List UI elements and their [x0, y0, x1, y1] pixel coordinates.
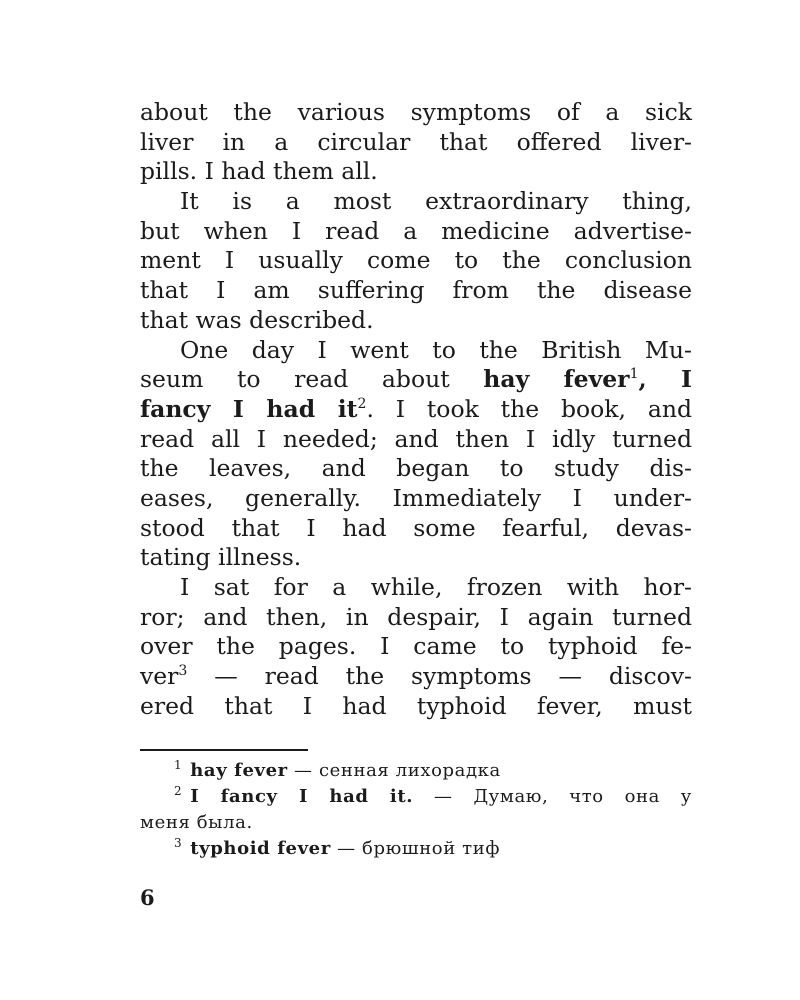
- text-run: — read the symptoms — discov-: [187, 662, 692, 691]
- footnote-2: [140, 784, 692, 810]
- text-run: ver: [140, 662, 179, 691]
- footnote-divider: [140, 749, 308, 751]
- text-line: liver in a circular that offered liver-: [140, 127, 692, 156]
- footnote-1: [140, 758, 692, 784]
- footnote-ref-3: 3: [178, 663, 188, 680]
- footnote-translation: — Думаю, что она у: [413, 786, 692, 807]
- text-line: eases, generally. Immediately I under-: [140, 483, 692, 512]
- text-line: pills. I had them all.: [140, 157, 378, 186]
- text-line: [140, 662, 692, 692]
- paragraph-start-line: It is a most extraordinary thing,: [180, 187, 692, 216]
- footnote-term: typhoid fever: [190, 838, 331, 859]
- text-line: [140, 395, 692, 425]
- footnotes: [140, 758, 692, 862]
- footnote-3: [140, 836, 692, 862]
- text-line: but when I read a medicine advertise-: [140, 216, 692, 245]
- glossed-term-fancy-i-had-it: fancy I had it: [140, 394, 358, 423]
- text-line: ment I usually come to the conclusion: [140, 246, 692, 275]
- text-line: tating illness.: [140, 543, 302, 572]
- glossed-term-hay-fever: hay fever: [483, 365, 630, 394]
- paragraph-start-line: I sat for a while, frozen with hor-: [180, 573, 692, 601]
- footnote-number: 2: [174, 784, 183, 798]
- footnote-number: 1: [174, 758, 183, 772]
- footnote-term: hay fever: [190, 760, 288, 781]
- glossed-term-fancy-i-had-it: , I: [638, 365, 692, 394]
- footnote-ref-1: 1: [629, 366, 639, 383]
- footnote-2-continued: меня была.: [140, 812, 253, 833]
- text-run: . I took the book, and: [366, 394, 693, 423]
- text-line: ror; and then, in despair, I again turned: [140, 602, 692, 631]
- text-run: seum to read about: [140, 365, 484, 394]
- footnote-term: I fancy I had it.: [190, 786, 414, 807]
- text-line: that was described.: [140, 305, 374, 334]
- main-text: [140, 98, 692, 721]
- footnote-translation: — брюшной тиф: [330, 838, 501, 859]
- text-line: [140, 365, 692, 395]
- page-number: 6: [140, 885, 155, 910]
- text-line: ered that I had typhoid fever, must: [140, 691, 692, 720]
- text-line: stood that I had some fearful, devas-: [140, 513, 692, 542]
- text-line: over the pages. I came to typhoid fe-: [140, 632, 692, 661]
- text-line: read all I needed; and then I idly turned: [140, 424, 692, 453]
- footnote-number: 3: [174, 836, 183, 850]
- footnote-translation: — сенная лихорадка: [287, 760, 501, 781]
- text-line: that I am suffering from the disease: [140, 276, 692, 305]
- footnote-ref-2: 2: [357, 396, 367, 413]
- text-line: the leaves, and began to study dis-: [140, 454, 692, 483]
- paragraph-start-line: One day I went to the British Mu-: [180, 335, 692, 364]
- text-line: about the various symptoms of a sick: [140, 98, 692, 126]
